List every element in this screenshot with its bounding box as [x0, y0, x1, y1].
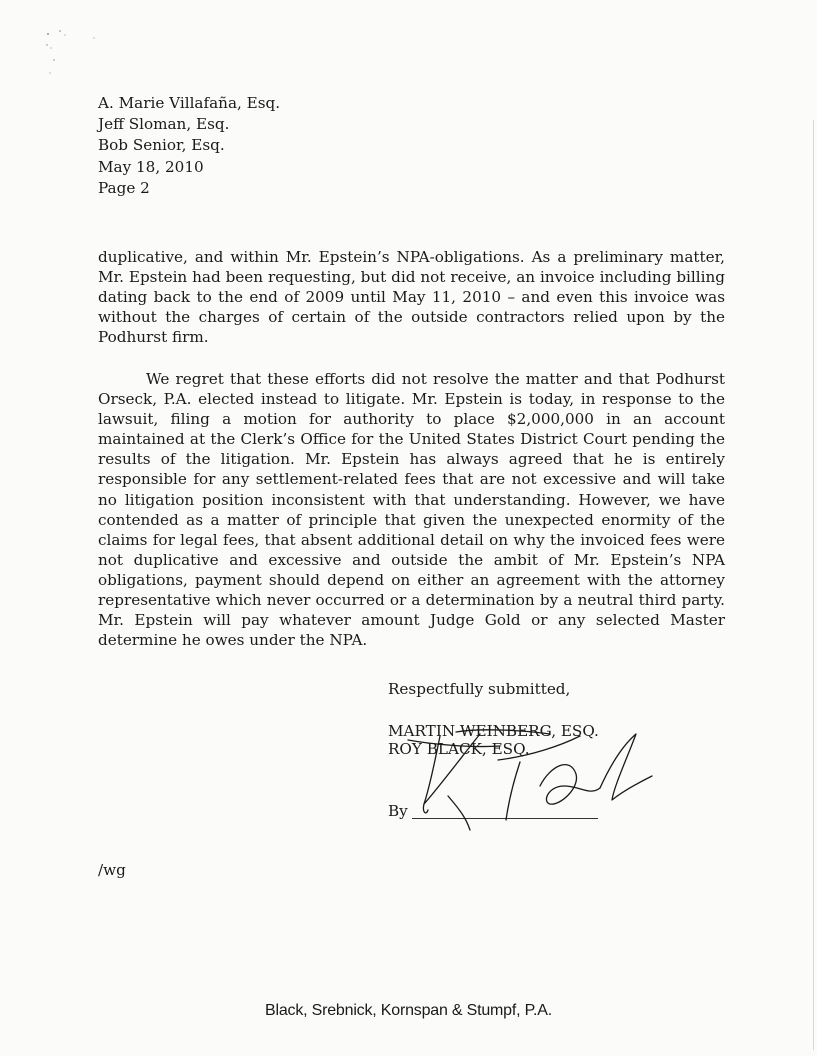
letter-date: May 18, 2010: [98, 157, 204, 176]
letter-header: [98, 93, 280, 199]
body-paragraph-1: duplicative, and within Mr. Epstein’s NPA-obligations. As a preliminary matter, Mr. Epstein had been requesting, but did not receive, an invoice including billing dating back to the end of 2009 until May 11, 2010 – and even this invoice was without the charges of certain of the outside contractors relied upon by the Podhurst firm.: [98, 248, 725, 347]
firm-footer: Black, Srebnick, Kornspan & Stumpf, P.A.: [265, 1002, 552, 1019]
signer-name-2: ROY BLACK, ESQ.: [388, 740, 530, 758]
body-paragraph-2: We regret that these efforts did not resolve the matter and that Podhurst Orseck, P.A. elected instead to litigate. Mr. Epstein is today, in response to the lawsuit, filing a motion for authority to place $2,000,000 in an account maintained at the Clerk’s Office for the United States District Court pending the results of the litigation. Mr. Epstein has always agreed that he is entirely responsible for any settlement-related fees that are not excessive and will take no litigation position inconsistent with that understanding. However, we have contended as a matter of principle that given the unexpected enormity of the claims for legal fees, that absent additional detail on why the invoiced fees were not duplicative and excessive and outside the ambit of Mr. Epstein’s NPA obligations, payment should depend on either an agreement with the attorney representative which never occurred or a determination by a neutral third party. Mr. Epstein will pay whatever amount Judge Gold or any selected Master determine he owes under the NPA.: [98, 370, 725, 650]
closing-text: Respectfully submitted,: [388, 680, 571, 698]
recipient-3: Bob Senior, Esq.: [98, 136, 225, 155]
page-number: Page 2: [98, 178, 150, 197]
recipient-2: Jeff Sloman, Esq.: [98, 115, 230, 134]
handwritten-signature: [400, 726, 665, 836]
recipient-1: A. Marie Villafaña, Esq.: [98, 94, 281, 112]
scan-edge-line: [813, 120, 814, 1050]
typist-initials: /wg: [98, 861, 126, 879]
signer-name-1: MARTIN WEINBERG, ESQ.: [388, 722, 599, 740]
by-label: By: [388, 802, 408, 820]
scan-specks: [38, 28, 108, 88]
